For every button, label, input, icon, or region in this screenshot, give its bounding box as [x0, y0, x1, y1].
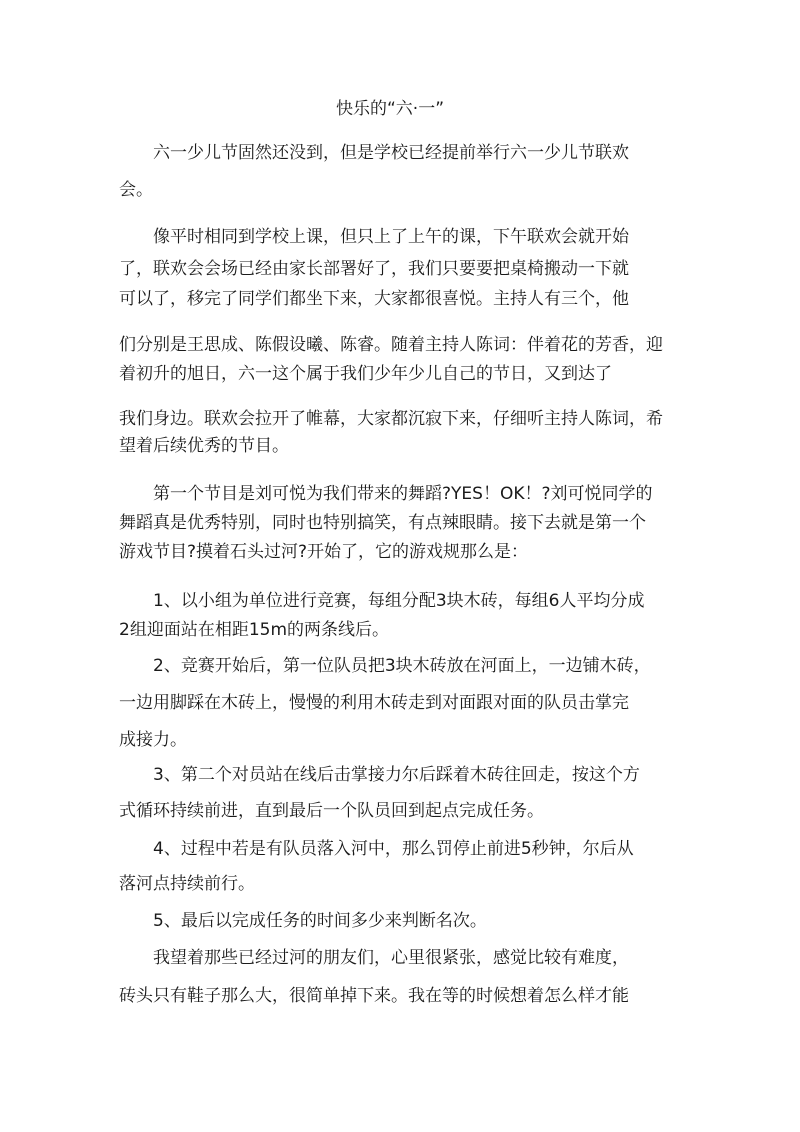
text-line: 我望着那些已经过河的朋友们，心里很紧张，感觉比较有难度， [153, 948, 629, 968]
text-line: 砖头只有鞋子那么大，很简单掉下来。我在等的时候想着怎么样才能 [119, 986, 629, 1006]
text-line: 1、以小组为单位进行竞赛，每组分配3块木砖，每组6人平均分成 [153, 591, 645, 611]
text-line: 成接力。 [119, 730, 187, 750]
text-line: 2、竞赛开始后，第一位队员把3块木砖放在河面上，一边铺木砖， [153, 656, 651, 676]
document-title: 快乐的“六·一” [336, 99, 445, 119]
text-line: 舞蹈真是优秀特别，同时也特别搞笑，有点辣眼睛。接下去就是第一个 [119, 513, 646, 533]
text-line: 六一少儿节固然还没到，但是学校已经提前举行六一少儿节联欢 [153, 143, 629, 163]
text-line: 会。 [119, 180, 153, 200]
text-line: 落河点持续前行。 [119, 874, 255, 894]
text-line: 2组迎面站在相距15m的两条线后。 [119, 620, 390, 640]
text-line: 4、过程中若是有队员落入河中，那么罚停止前进5秒钟，尔后从 [153, 839, 634, 859]
text-line: 了，联欢会会场已经由家长部署好了，我们只要要把桌椅搬动一下就 [119, 259, 629, 279]
text-line: 可以了，移完了同学们都坐下来，大家都很喜悦。主持人有三个，他 [119, 289, 629, 309]
text-line: 5、最后以完成任务的时间多少来判断名次。 [153, 911, 487, 931]
text-line: 像平时相同到学校上课，但只上了上午的课，下午联欢会就开始 [153, 227, 629, 247]
text-line: 第一个节目是刘可悦为我们带来的舞蹈?YES！OK！?刘可悦同学的 [153, 484, 653, 504]
text-line: 着初升的旭日，六一这个属于我们少年少儿自己的节日，又到达了 [119, 364, 612, 384]
text-line: 我们身边。联欢会拉开了帷幕，大家都沉寂下来，仔细听主持人陈词，希 [119, 409, 663, 429]
text-line: 式循环持续前进，直到最后一个队员回到起点完成任务。 [119, 801, 544, 821]
text-line: 一边用脚踩在木砖上，慢慢的利用木砖走到对面跟对面的队员击掌完 [119, 693, 629, 713]
text-line: 游戏节目?摸着石头过河?开始了，它的游戏规那么是： [119, 542, 529, 562]
text-line: 们分别是王思成、陈假设曦、陈睿。随着主持人陈词：伴着花的芳香，迎 [119, 335, 663, 355]
text-line: 3、第二个对员站在线后击掌接力尔后踩着木砖往回走，按这个方 [153, 765, 640, 785]
text-line: 望着后续优秀的节目。 [119, 436, 289, 456]
